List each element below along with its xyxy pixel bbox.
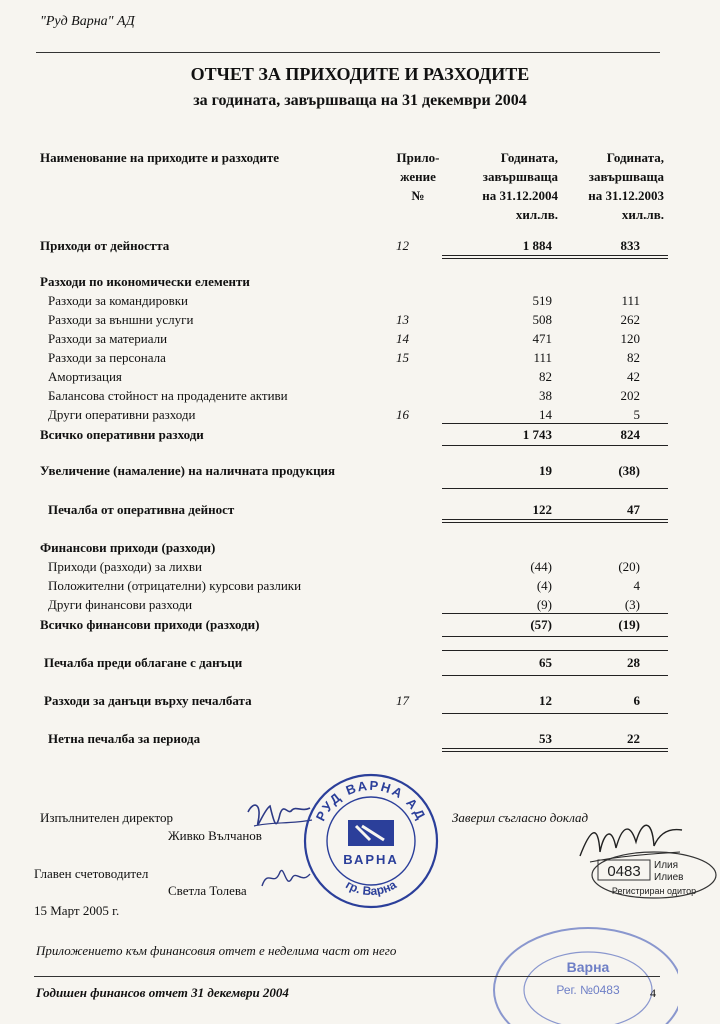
row-value-2004: 14 bbox=[539, 407, 552, 422]
row-label: Положителни (отрицателни) курсови разлики bbox=[48, 578, 302, 593]
row-value-2003: (20) bbox=[618, 559, 640, 574]
subtotal-rule bbox=[442, 423, 668, 424]
row-label: Увеличение (намаление) на наличната продукция bbox=[40, 463, 336, 478]
row-label: Балансова стойност на продадените активи bbox=[48, 388, 288, 403]
column-header-line: хил.лв. bbox=[515, 207, 558, 222]
row-label: Печалба от оперативна дейност bbox=[48, 502, 235, 517]
auditor-last-name: Илиев bbox=[654, 872, 684, 883]
row-value-2003: 824 bbox=[620, 427, 640, 442]
table-row bbox=[0, 405, 720, 424]
row-value-2003: (3) bbox=[624, 597, 640, 612]
table-row bbox=[0, 272, 720, 291]
row-value-2003: (38) bbox=[618, 463, 640, 478]
row-value-2003: 5 bbox=[633, 407, 640, 422]
report-subtitle: за годината, завършваща на 31 декември 2004 bbox=[193, 92, 527, 109]
table-row bbox=[0, 329, 720, 348]
row-value-2003: 833 bbox=[620, 238, 640, 253]
table-row bbox=[0, 615, 720, 634]
total-rule bbox=[442, 636, 668, 637]
auditor-code: 0483 bbox=[607, 863, 641, 880]
row-label: Разходи за материали bbox=[48, 331, 168, 346]
column-header-note bbox=[378, 148, 458, 205]
row-value-2004: 1 743 bbox=[522, 427, 552, 442]
column-header-name: Наименование на приходите и разходите bbox=[40, 150, 280, 165]
auditor-reg-label: Регистриран одитор bbox=[611, 886, 697, 896]
row-note: 15 bbox=[396, 350, 409, 365]
row-label: Разходи за външни услуги bbox=[48, 312, 194, 327]
stamp-top-text: РУД ВАРНА АД bbox=[312, 777, 430, 824]
appendix-note: Приложението към финансовия отчет е неделима част от него bbox=[36, 943, 397, 958]
auditor-stamp-reg: Рег. №0483 bbox=[556, 983, 620, 997]
rule bbox=[442, 488, 668, 489]
table-row bbox=[0, 425, 720, 444]
table-row bbox=[0, 367, 720, 386]
rule bbox=[442, 650, 668, 651]
row-value-2004: 471 bbox=[532, 331, 552, 346]
column-header-2004 bbox=[462, 148, 558, 224]
double-rule bbox=[442, 748, 668, 752]
table-row bbox=[0, 557, 720, 576]
row-value-2004: 82 bbox=[539, 369, 552, 384]
row-value-2003: 4 bbox=[633, 578, 640, 593]
accountant-name: Светла Толева bbox=[168, 883, 247, 898]
row-value-2004: 1 884 bbox=[522, 238, 552, 253]
footer-report: Годишен финансов отчет 31 декември 2004 bbox=[36, 985, 289, 1000]
column-header-note-line: жение bbox=[400, 169, 436, 184]
row-label: Амортизация bbox=[48, 369, 122, 384]
table-row bbox=[0, 576, 720, 595]
table-row bbox=[0, 291, 720, 310]
auditor-first-name: Илия bbox=[654, 860, 679, 871]
svg-text:гр. Варна bbox=[343, 877, 399, 898]
row-value-2003: 202 bbox=[620, 388, 640, 403]
row-note: 16 bbox=[396, 407, 409, 422]
column-header-line: завършваща bbox=[482, 169, 558, 184]
auditor-note: Заверил съгласно доклад bbox=[452, 810, 589, 825]
table-row bbox=[0, 500, 720, 519]
table-row bbox=[0, 691, 720, 710]
row-value-2003: 22 bbox=[627, 731, 640, 746]
row-label: Други финансови разходи bbox=[48, 597, 193, 612]
row-note: 12 bbox=[396, 238, 409, 253]
total-rule bbox=[442, 445, 668, 446]
footer-rule bbox=[34, 976, 660, 977]
table-row bbox=[0, 595, 720, 614]
row-value-2003: 262 bbox=[620, 312, 640, 327]
row-value-2003: 111 bbox=[621, 293, 640, 308]
row-value-2003: 82 bbox=[627, 350, 640, 365]
row-label: Разходи за данъци върху печалбата bbox=[44, 693, 252, 708]
column-header-note-line: Прило- bbox=[396, 150, 440, 165]
row-label: Други оперативни разходи bbox=[48, 407, 196, 422]
accountant-title: Главен счетоводител bbox=[34, 866, 149, 881]
rule bbox=[442, 675, 668, 676]
row-value-2004: (9) bbox=[536, 597, 552, 612]
page-number: 4 bbox=[650, 986, 656, 1000]
row-value-2004: 111 bbox=[533, 350, 552, 365]
table-row bbox=[0, 310, 720, 329]
column-header-line: хил.лв. bbox=[621, 207, 664, 222]
auditor-badge bbox=[590, 850, 718, 900]
table-row bbox=[0, 653, 720, 672]
report-title: ОТЧЕТ ЗА ПРИХОДИТЕ И РАЗХОДИТЕ bbox=[190, 64, 530, 84]
row-value-2004: 53 bbox=[539, 731, 552, 746]
column-header-line: Годината, bbox=[606, 150, 664, 165]
row-value-2003: 47 bbox=[627, 502, 640, 517]
rule bbox=[442, 713, 668, 714]
stamp-bottom-text: гр. Варна bbox=[343, 877, 399, 899]
row-value-2004: 65 bbox=[539, 655, 552, 670]
row-label: Разходи за персонала bbox=[48, 350, 166, 365]
table-row bbox=[0, 461, 720, 480]
row-label: Всичко финансови приходи (разходи) bbox=[40, 617, 260, 632]
row-value-2003: 42 bbox=[627, 369, 640, 384]
row-value-2003: 6 bbox=[633, 693, 640, 708]
row-value-2004: (4) bbox=[536, 578, 552, 593]
report-date: 15 Март 2005 г. bbox=[34, 903, 120, 918]
column-header-line: Годината, bbox=[500, 150, 558, 165]
row-value-2003: (19) bbox=[618, 617, 640, 632]
header-rule bbox=[36, 52, 660, 53]
row-value-2004: 508 bbox=[532, 312, 552, 327]
row-value-2004: 19 bbox=[539, 463, 552, 478]
row-label: Разходи по икономически елементи bbox=[40, 274, 250, 289]
subtotal-rule bbox=[442, 613, 668, 614]
table-row bbox=[0, 386, 720, 405]
row-value-2004: 38 bbox=[539, 388, 552, 403]
row-label: Приходи (разходи) за лихви bbox=[48, 559, 203, 574]
row-label: Приходи от дейността bbox=[40, 238, 170, 253]
row-label: Печалба преди облагане с данъци bbox=[44, 655, 243, 670]
table-row bbox=[0, 538, 720, 557]
company-stamp bbox=[300, 770, 442, 912]
row-note: 17 bbox=[396, 693, 409, 708]
row-note: 14 bbox=[396, 331, 409, 346]
row-value-2004: 122 bbox=[532, 502, 552, 517]
row-label: Нетна печалба за периода bbox=[48, 731, 201, 746]
director-title: Изпълнителен директор bbox=[40, 810, 174, 825]
row-label: Финансови приходи (разходи) bbox=[40, 540, 216, 555]
row-note: 13 bbox=[396, 312, 409, 327]
table-row bbox=[0, 729, 720, 748]
svg-text:РУД ВАРНА АД bbox=[313, 778, 429, 824]
row-value-2003: 120 bbox=[620, 331, 640, 346]
auditor-stamp bbox=[478, 920, 678, 1024]
table-row bbox=[0, 236, 720, 255]
double-rule bbox=[442, 255, 668, 259]
company-name: "Руд Варна" АД bbox=[40, 14, 135, 29]
row-value-2004: (57) bbox=[530, 617, 552, 632]
row-value-2004: 12 bbox=[539, 693, 552, 708]
auditor-stamp-city: Варна bbox=[566, 959, 610, 975]
director-name: Живко Вълчанов bbox=[168, 828, 262, 843]
column-header-line: на 31.12.2004 bbox=[482, 188, 558, 203]
row-value-2003: 28 bbox=[627, 655, 640, 670]
column-header-note-line: № bbox=[411, 188, 425, 203]
column-header-line: на 31.12.2003 bbox=[588, 188, 664, 203]
stamp-city-text: ВАРНА bbox=[343, 852, 399, 867]
row-label: Всичко оперативни разходи bbox=[40, 427, 204, 442]
double-rule bbox=[442, 519, 668, 523]
row-value-2004: (44) bbox=[530, 559, 552, 574]
column-header-line: завършваща bbox=[588, 169, 664, 184]
table-row bbox=[0, 348, 720, 367]
row-label: Разходи за командировки bbox=[48, 293, 188, 308]
column-header-2003 bbox=[566, 148, 664, 224]
row-value-2004: 519 bbox=[532, 293, 552, 308]
